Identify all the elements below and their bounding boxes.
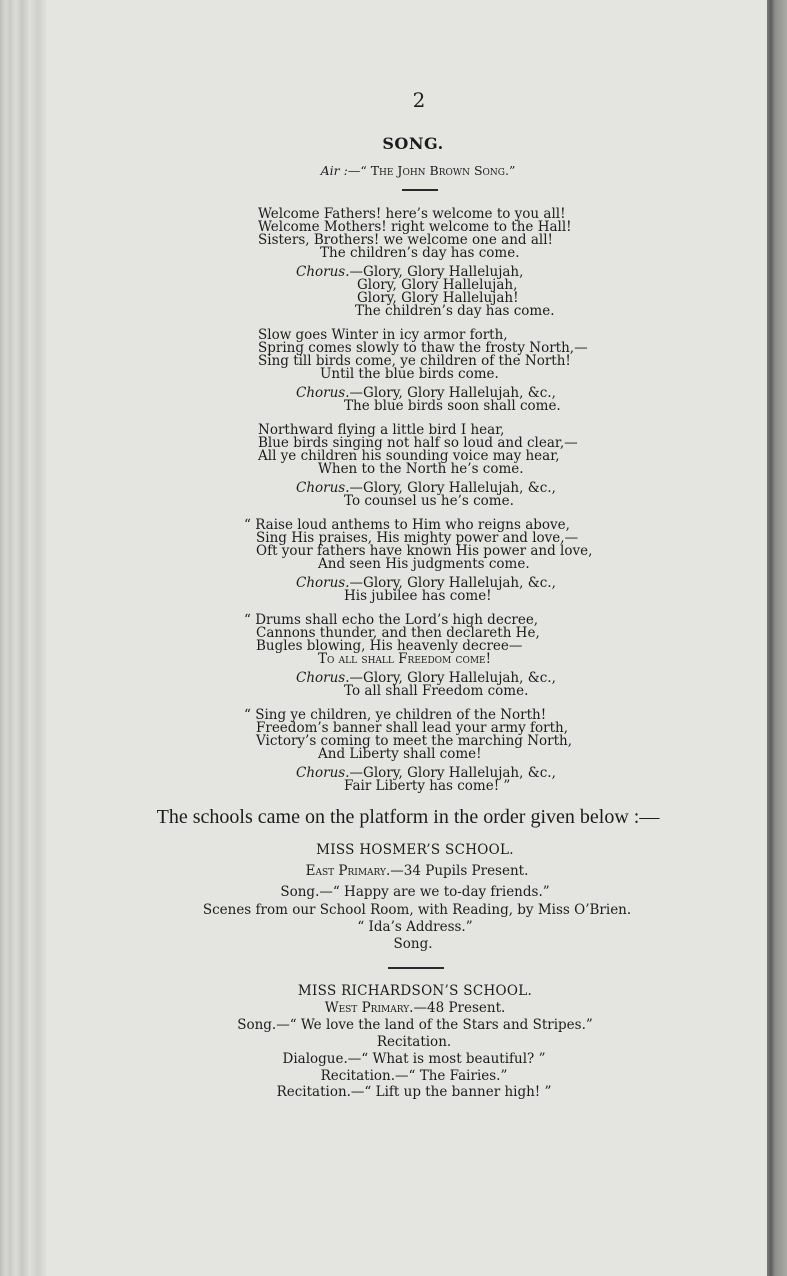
stanza-2-line-4: Until the blue birds come. [320,366,499,382]
stanza-6-line-3: Victory’s coming to meet the marching North, [256,733,573,749]
stanza-5-chorus-2: To all shall Freedom come. [344,683,529,699]
chorus-label: Chorus. [296,264,350,280]
school-2-item-5: Recitation.—“ Lift up the banner high! ” [276,1084,552,1100]
school-2-item-3: Dialogue.—“ What is most beautiful? ” [282,1051,546,1067]
school-2-detail-label: West Primary. [324,1000,414,1016]
stanza-3-line-2: Blue birds singing not half so loud and clear,— [258,435,578,451]
stanza-5-line-3: Bugles blowing, His heavenly decree— [256,638,523,654]
stanza-1-line-3: Sisters, Brothers! we welcome one and all! [258,232,553,248]
stanza-2-line-3: Sing till birds come, ye children of the North! [258,353,571,369]
stanza-4-line-2: Sing His praises, His mighty power and love,— [256,530,579,546]
school-1-detail-label: East Primary. [305,863,391,879]
stanza-3-line-1: Northward flying a little bird I hear, [258,422,505,438]
title-rule [402,189,438,191]
page-edge-shadow [767,0,787,1276]
stanza-4-line-4: And seen His judgments come. [318,556,530,572]
stanza-6-line-2: Freedom’s banner shall lead your army forth, [256,720,568,736]
stanza-3-line-3: All ye children his sounding voice may hear, [258,448,560,464]
stanza-2-chorus-1: Chorus.—Glory, Glory Hallelujah, &c., [296,385,556,401]
schools-divider-rule [388,967,444,969]
stanza-5-line-4: To all shall Freedom come! [318,651,492,667]
chorus-label: Chorus. [296,765,350,781]
stanza-5-line-2: Cannons thunder, and then declareth He, [256,625,540,641]
stanza-1-chorus-1: Chorus.—Glory, Glory Hallelujah, [296,264,524,280]
stanza-1-line-4: The children’s day has come. [320,245,520,261]
school-1-item-3: “ Ida’s Address.” [357,919,473,935]
stanza-3-chorus-2: To counsel us he’s come. [344,493,514,509]
school-1-item-2: Scenes from our School Room, with Reading, by Miss O’Brien. [202,902,632,918]
song-air-line [321,163,516,178]
stanza-1-line-2: Welcome Mothers! right welcome to the Hall! [258,219,572,235]
school-2-detail: West Primary.—48 Present. [324,1000,506,1016]
stanza-2-chorus-2: The blue birds soon shall come. [344,398,561,414]
stanza-4-line-3: Oft your fathers have known His power and love, [256,543,593,559]
stanza-6-line-1: “ Sing ye children, ye children of the North! [244,707,547,723]
stanza-3-chorus-1: Chorus.—Glory, Glory Hallelujah, &c., [296,480,556,496]
chorus-label: Chorus. [296,480,350,496]
school-2-item-4: Recitation.—“ The Fairies.” [320,1068,508,1084]
stanza-5-line-1: “ Drums shall echo the Lord’s high decree, [244,612,539,628]
stanza-6-chorus-2: Fair Liberty has come! ” [344,778,511,794]
school-1-detail: East Primary.—34 Pupils Present. [305,863,529,879]
song-title: SONG. [382,134,444,153]
school-2-item-1: Song.—“ We love the land of the Stars and Stripes.” [237,1017,593,1033]
stanza-4-chorus-1: Chorus.—Glory, Glory Hallelujah, &c., [296,575,556,591]
stanza-1-chorus-3: Glory, Glory Hallelujah! [357,290,519,306]
air-name: “ The John Brown Song.” [360,163,516,178]
book-binding-gutter [0,0,46,1276]
school-1-name: MISS HOSMER’S SCHOOL. [316,842,514,858]
stanza-4-chorus-2: His jubilee has come! [344,588,492,604]
stanza-6-chorus-1: Chorus.—Glory, Glory Hallelujah, &c., [296,765,556,781]
schools-heading: The schools came on the platform in the order given below :— [156,806,660,828]
air-prefix: Air :— [320,163,361,178]
stanza-6-line-4: And Liberty shall come! [318,746,482,762]
stanza-3-line-4: When to the North he’s come. [318,461,524,477]
stanza-1-chorus-2: Glory, Glory Hallelujah, [357,277,518,293]
stanza-1-chorus-4: The children’s day has come. [355,303,555,319]
stanza-5-chorus-1: Chorus.—Glory, Glory Hallelujah, &c., [296,670,556,686]
chorus-label: Chorus. [296,385,350,401]
school-2-name: MISS RICHARDSON’S SCHOOL. [297,983,533,999]
chorus-label: Chorus. [296,670,350,686]
stanza-2-line-1: Slow goes Winter in icy armor forth, [258,327,508,343]
page-number: 2 [412,88,426,112]
school-1-item-4: Song. [393,936,433,952]
stanza-4-line-1: “ Raise loud anthems to Him who reigns above, [244,517,570,533]
school-2-item-2: Recitation. [376,1034,452,1050]
chorus-label: Chorus. [296,575,350,591]
stanza-2-line-2: Spring comes slowly to thaw the frosty North,— [258,340,588,356]
stanza-1-line-1: Welcome Fathers! here’s welcome to you all! [258,206,566,222]
school-1-item-1: Song.—“ Happy are we to-day friends.” [280,884,550,900]
